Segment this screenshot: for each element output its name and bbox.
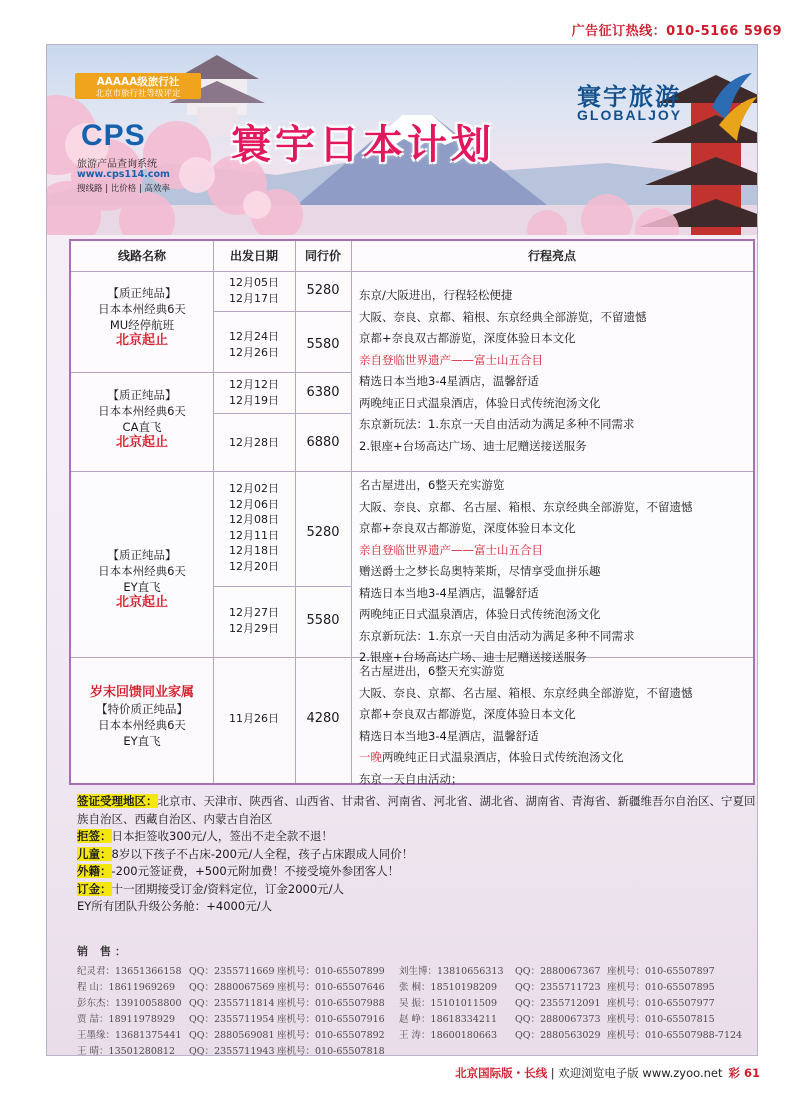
- highlight-line: 名古屋进出，6整天充实游览: [359, 664, 505, 678]
- highlight-line: 2.银座+台场高达广场、迪士尼赠送接送服务: [359, 438, 587, 453]
- banner: [47, 45, 757, 235]
- refuse-text: 日本拒签收300元/人，签出不走全款不退！: [111, 829, 333, 843]
- contact-phone: 纪灵君：13651366158: [77, 966, 182, 977]
- contact-landline: 座机号：010-65507988-7124: [607, 1030, 743, 1041]
- visa-text: 北京市、天津市、陕西省、山西省、甘肃省、河南省、河北省、湖北省、湖南省、青海省、新疆维吾尔自治区、宁夏回族自治区、西藏自治区、内蒙古自治区: [77, 794, 756, 826]
- highlight-line: 2.银座+台场高达广场、迪士尼赠送接送服务: [359, 650, 587, 664]
- highlight-line: 东京一天自由活动；: [359, 771, 463, 786]
- itinerary-table: [69, 239, 755, 785]
- contact-qq: QQ：2880067367: [515, 966, 601, 977]
- cps-tagline: 搜线路 | 比价格 | 高效率: [77, 184, 171, 194]
- route-2-tag: 【质正纯品】: [107, 388, 177, 402]
- highlight-line: 东京/大阪进出，行程轻松便捷: [359, 288, 513, 302]
- highlight-line: [359, 747, 753, 769]
- route-2-price-a: 6380: [306, 385, 340, 400]
- contact-qq: QQ：2355712091: [515, 998, 601, 1009]
- route-1-dates-a: [213, 275, 295, 306]
- contact-landline: 座机号：010-65507892: [277, 1030, 385, 1041]
- child-label: 儿童：: [77, 846, 112, 861]
- contact-phone: 王墨缘：13681375441: [77, 1030, 182, 1041]
- upgrade-note: EY所有团队升级公务舱：+4000元/人: [77, 899, 273, 913]
- date: 12月11日: [229, 528, 279, 542]
- brand-name-cn: 寰宇旅游: [577, 83, 681, 111]
- contact-phone: 王 涛：18600180663: [399, 1030, 498, 1041]
- date: 12月06日: [229, 497, 279, 511]
- sales-contacts: [77, 943, 757, 1056]
- highlight-line: 亲自登临世界遗产——富士山五合目: [359, 542, 543, 557]
- date: 12月27日: [229, 606, 279, 619]
- route-3-dates-b: [213, 605, 295, 636]
- refuse-note: [77, 828, 757, 846]
- contact-landline: 座机号：010-65507646: [277, 982, 385, 993]
- route-4-promo: 岁末回馈同业家属: [89, 685, 194, 700]
- route-4-price: 4280: [306, 711, 340, 726]
- contact-phone: 程 山：18611969269: [77, 982, 176, 993]
- highlight-line: 大阪、奈良、京都、箱根、东京经典全部游览，不留遗憾: [359, 309, 647, 324]
- route-1-dates-b: [213, 329, 295, 360]
- date: 12月19日: [229, 393, 279, 407]
- highlight-line: 东京新玩法：1.东京一天自由活动为满足多种不同需求: [359, 628, 635, 643]
- foreign-label: 外籍：: [77, 864, 112, 878]
- page-title: 寰宇日本计划: [231, 122, 495, 168]
- deposit-label: 订金：: [77, 881, 112, 896]
- route-3-name: [71, 547, 213, 611]
- contact-phone: 吴 振：15101011509: [399, 998, 498, 1009]
- header-highlights: 行程亮点: [527, 249, 576, 263]
- route-3-price-a: 5280: [306, 525, 340, 540]
- badge-line1: AAAAA级旅行社: [96, 76, 180, 88]
- footer-separator: |: [547, 1066, 559, 1080]
- brand-name-en: GLOBALJOY: [577, 107, 683, 123]
- badge-line2: 北京市旅行社等级评定: [95, 89, 181, 99]
- contact-qq: QQ：2880569081: [189, 1030, 275, 1041]
- contact-qq: QQ：2880563029: [515, 1030, 601, 1041]
- route-3-price-b: 5580: [306, 613, 340, 628]
- route-2-title: 日本本州经典6天: [98, 404, 186, 418]
- contact-qq: QQ：2355711943: [189, 1046, 275, 1056]
- route-2-name: [71, 387, 213, 451]
- contact-landline: 座机号：010-65507818: [277, 1046, 385, 1056]
- hotline: 广告征订热线：010-5166 5969: [571, 24, 782, 39]
- highlight-line: 两晚纯正日式温泉酒店，体验日式传统泡汤文化: [359, 607, 601, 621]
- highlight-line: 名古屋进出，6整天充实游览: [359, 478, 505, 492]
- date: 12月20日: [229, 559, 279, 573]
- route-1-highlights: [351, 285, 753, 457]
- route-2-dates-a: [213, 377, 295, 408]
- route-1-origin: 北京起止: [115, 333, 168, 348]
- highlight-line: 赠送爵士之梦长岛奥特莱斯，尽情享受血拼乐趣: [359, 564, 601, 578]
- date: 12月12日: [229, 378, 279, 391]
- date: 12月29日: [229, 621, 279, 635]
- contact-landline: 座机号：010-65507916: [277, 1014, 385, 1025]
- route-3-dates-a: [213, 481, 295, 574]
- route-2-flight: CA直飞: [122, 420, 162, 434]
- date: 12月05日: [229, 276, 279, 289]
- page-frame: [46, 44, 758, 1056]
- route-3-flight: EY直飞: [123, 580, 161, 594]
- page-number: 彩 61: [728, 1066, 760, 1080]
- contact-qq: QQ：2355711814: [189, 998, 275, 1009]
- cps-logo: CPS: [81, 119, 146, 152]
- route-2-dates-b: [213, 435, 295, 451]
- sales-label: 销 售：: [77, 945, 130, 958]
- aaaaa-badge: [75, 73, 201, 99]
- contact-qq: QQ：2355711954: [189, 1014, 275, 1025]
- route-1-title: 日本本州经典6天: [98, 302, 186, 316]
- visa-label: 签证受理地区：: [77, 794, 158, 808]
- highlight-text: 两晚纯正日式温泉酒店，体验日式传统泡汤文化: [382, 750, 624, 764]
- route-1-price-a: 5280: [306, 283, 340, 298]
- contact-qq: QQ：2355711669: [189, 966, 275, 977]
- footer-welcome-link[interactable]: 欢迎浏览电子版 www.zyoo.net: [558, 1066, 723, 1080]
- highlight-line: 精选日本当地3-4星酒店，温馨舒适: [359, 585, 539, 600]
- contact-landline: 座机号：010-65507815: [607, 1014, 715, 1025]
- route-4-tag: 【特价质正纯品】: [96, 702, 188, 716]
- header-route-name: 线路名称: [117, 249, 166, 263]
- route-1-flight: MU经停航班: [109, 318, 175, 332]
- highlight-line: 东京新玩法：1.东京一天自由活动为满足多种不同需求: [359, 417, 635, 431]
- route-1-price-b: 5580: [306, 337, 340, 352]
- highlight-line: 两晚纯正日式温泉酒店，体验日式传统泡汤文化: [359, 395, 601, 410]
- contact-phone: 彭东杰：13910058800: [77, 998, 182, 1009]
- child-text: 8岁以下孩子不占床-200元/人全程，孩子占床跟成人同价！: [111, 846, 414, 861]
- highlight-line: 京都+奈良双古都游览，深度体验日本文化: [359, 707, 576, 721]
- contact-phone: 刘生博：13810656313: [399, 966, 504, 977]
- contact-phone: 张 桐：18510198209: [399, 982, 498, 993]
- route-3-tag: 【质正纯品】: [107, 548, 177, 562]
- highlight-line: 精选日本当地3-4星酒店，温馨舒适: [359, 728, 539, 743]
- contact-qq: QQ：2880067373: [515, 1014, 601, 1025]
- highlight-line: 京都+奈良双古都游览，深度体验日本文化: [359, 521, 576, 535]
- route-4-name: [71, 685, 213, 749]
- date: 12月18日: [229, 544, 279, 557]
- highlight-line: 大阪、奈良、京都、名古屋、箱根、东京经典全部游览，不留遗憾: [359, 499, 693, 514]
- cps-subtitle: 旅游产品查询系统: [77, 159, 157, 170]
- header-price: 同行价: [304, 249, 341, 263]
- cps-url: www.cps114.com: [77, 169, 170, 180]
- route-3-origin: 北京起止: [115, 595, 168, 610]
- highlight-line: 大阪、奈良、京都、名古屋、箱根、东京经典全部游览，不留遗憾: [359, 685, 693, 700]
- route-4-dates: [213, 711, 295, 727]
- footer-edition: 北京国际版・长线: [455, 1066, 548, 1080]
- date: 12月28日: [229, 436, 279, 449]
- contact-landline: 座机号：010-65507895: [607, 982, 715, 993]
- route-3-title: 日本本州经典6天: [98, 564, 186, 578]
- contact-landline: 座机号：010-65507897: [607, 966, 715, 977]
- highlight-line: 京都+奈良双古都游览，深度体验日本文化: [359, 331, 576, 345]
- route-1-name: [71, 285, 213, 349]
- deposit-text: 十一团期接受订金/资料定位，订金2000元/人: [111, 881, 345, 896]
- footer: [455, 1065, 760, 1081]
- header-departure-date: 出发日期: [229, 249, 278, 263]
- visa-note: [77, 793, 757, 828]
- contact-landline: 座机号：010-65507899: [277, 966, 385, 977]
- date: 12月26日: [229, 345, 279, 359]
- route-4-flight: EY直飞: [123, 734, 161, 748]
- route-2-origin: 北京起止: [115, 435, 168, 450]
- deposit-note: [77, 881, 757, 899]
- foreign-note: [77, 863, 757, 881]
- notes-section: [77, 793, 757, 916]
- date: 12月02日: [229, 482, 279, 495]
- contact-landline: 座机号：010-65507988: [277, 998, 385, 1009]
- date: 12月24日: [229, 330, 279, 343]
- contact-qq: QQ：2880067569: [189, 982, 275, 993]
- contact-landline: 座机号：010-65507977: [607, 998, 715, 1009]
- foreign-text: -200元签证费，+500元附加费！不接受境外参团客人！: [111, 864, 400, 878]
- route-3-highlights: [351, 475, 753, 669]
- contact-phone: 赵 峥：18618334211: [399, 1014, 498, 1025]
- date: 12月17日: [229, 291, 279, 305]
- child-note: [77, 846, 757, 864]
- route-4-title: 日本本州经典6天: [98, 718, 186, 732]
- contact-phone: 王 晴：13501280812: [77, 1046, 176, 1056]
- date: 11月26日: [229, 712, 279, 725]
- highlight-line: 精选日本当地3-4星酒店，温馨舒适: [359, 374, 539, 388]
- route-1-tag: 【质正纯品】: [107, 286, 177, 300]
- date: 12月08日: [229, 513, 279, 526]
- contact-phone: 贾 喆：18911978929: [77, 1014, 176, 1025]
- refuse-label: 拒签：: [77, 829, 112, 843]
- highlight-prefix: 一晚: [359, 750, 382, 764]
- highlight-line: 亲自登临世界遗产——富士山五合目: [359, 352, 543, 367]
- route-4-highlights: [351, 661, 753, 790]
- route-2-price-b: 6880: [306, 435, 340, 450]
- contact-qq: QQ：2355711723: [515, 982, 601, 993]
